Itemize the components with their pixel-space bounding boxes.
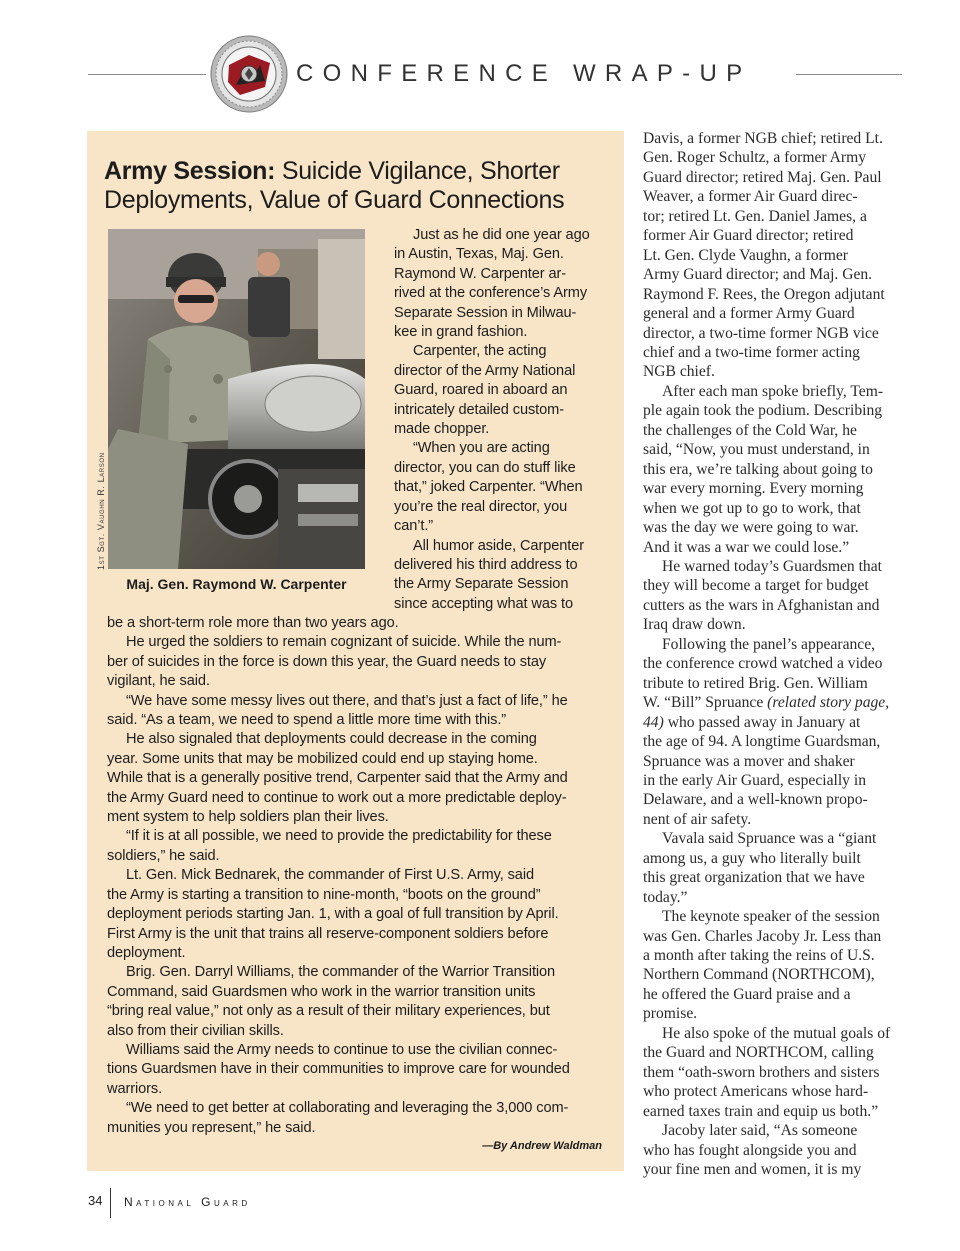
related-story-ref: 44) [643,713,664,731]
text-line: the Guard and NORTHCOM, calling [643,1044,874,1062]
article-text-beside-photo [394,226,616,614]
text-line: Davis, a former NGB chief; retired Lt. [643,130,883,147]
text-line: said. “As a team, we need to spend a little more time with this.” [107,712,507,729]
text-line: the Army Separate Session [394,576,569,593]
text-line: deployment. [107,944,186,961]
text-line: He also signaled that deployments could decrease in the coming [126,731,537,748]
text-line: nent of air safety. [643,810,752,828]
text-line: ment system to help soldiers plan their lives. [107,809,389,826]
text-line: He urged the soldiers to remain cognizant of suicide. While the num- [126,634,562,651]
text-line: the Army Guard need to continue to work out a more predictable deploy- [107,789,567,806]
text-line: the conference crowd watched a video [643,655,883,673]
text-line: the Army is starting a transition to nine-month, “boots on the ground” [107,886,541,903]
text-line: cutters as the wars in Afghanistan and [643,596,880,614]
text-segment: W. “Bill” Spruance [643,694,764,712]
text-line: this era, we’re talking about going to [643,460,873,478]
text-line: who has fought alongside you and [643,1141,857,1159]
header-rule-left [88,74,206,75]
text-line: kee in grand fashion. [394,324,528,341]
text-line: munities you represent,” he said. [107,1119,316,1136]
text-line: While that is a generally positive trend, Carpenter said that the Army and [107,770,568,787]
text-line: the age of 94. A longtime Guardsman, [643,733,881,751]
text-line: be a short-term role more than two years ago. [107,615,399,631]
text-line: tor; retired Lt. Gen. Daniel James, a [643,207,867,225]
text-line: director, a two-time former NGB vice [643,324,879,342]
text-line: rived at the conference’s Army [394,285,588,302]
text-line: deployment periods starting Jan. 1, with a goal of full transition by April. [107,906,559,923]
text-line: also from their civilian skills. [107,1022,284,1039]
text-line: Weaver, a former Air Guard direc- [643,188,858,206]
main-article-column [643,129,905,1179]
text-line: Brig. Gen. Darryl Williams, the commander of the Warrior Transition [126,964,556,981]
text-line: Delaware, and a well-known propo- [643,791,868,809]
text-line: director, you can do stuff like [394,459,576,476]
text-line: tions Guardsmen have in their communities to improve care for wounded [107,1061,570,1078]
text-line: warriors. [107,1080,163,1097]
text-line: “We need to get better at collaborating and leveraging the 3,000 com- [126,1100,569,1117]
text-line: they will become a target for budget [643,577,869,595]
text-line: war every morning. Every morning [643,480,864,498]
article-photo [108,229,365,569]
text-line: Command, said Guardsmen who work in the warrior transition units [107,983,536,1000]
text-line: he offered the Guard praise and a [643,985,851,1003]
publication-name: National Guard [124,1195,251,1209]
text-line: After each man spoke briefly, Tem- [662,382,884,400]
text-line: that,” joked Carpenter. “When [394,479,583,496]
text-line: ple again took the podium. Describing [643,402,883,420]
text-line: was Gen. Charles Jacoby Jr. Less than [643,927,882,945]
text-line: former Air Guard director; retired [643,227,854,245]
text-line: Lt. Gen. Mick Bednarek, the commander of First U.S. Army, said [126,867,534,884]
text-line: soldiers,” he said. [107,847,220,864]
text-line: who protect Americans whose hard- [643,1083,869,1101]
text-line: since accepting what was to [394,595,574,612]
text-line: Spruance was a mover and shaker [643,752,855,770]
text-line: Carpenter, the acting [413,343,547,360]
text-line: NGB chief. [643,363,715,381]
text-line: Raymond W. Carpenter ar- [394,265,566,282]
text-line: “bring real value,” not only as a result of their military experiences, but [107,1003,550,1020]
text-line: “If it is at all possible, we need to provide the predictability for these [126,828,552,845]
photo-credit [96,560,106,570]
text-line: Northern Command (NORTHCOM), [643,966,875,984]
text-line: And it was a war we could lose.” [643,538,850,556]
photo-caption: Maj. Gen. Raymond W. Carpenter [126,576,347,592]
text-line: a month after taking the reins of U.S. [643,947,875,965]
text-line: “We have some messy lives out there, and that’s just a fact of life,” he [126,692,568,709]
text-line: Raymond F. Rees, the Oregon adjutant [643,285,885,303]
text-line: director of the Army National [394,362,576,379]
text-line: Vavala said Spruance was a “giant [662,830,877,848]
text-line: First Army is the unit that trains all reserve-component soldiers before [107,925,549,942]
folio-divider [110,1188,111,1218]
text-line: chief and a two-time former acting [643,343,860,361]
text-line: “When you are acting [413,440,550,457]
text-line: vigilant, he said. [107,673,210,690]
header-rule-right [796,74,902,75]
text-line: Following the panel’s appearance, [662,635,876,653]
association-seal-icon [210,35,288,113]
text-line: All humor aside, Carpenter [413,537,584,554]
headline-rest: Suicide Vigilance, Shorter Deployments, Value of Guard Connections [104,157,565,214]
text-line: you’re the real director, you [394,498,568,515]
text-line: your fine men and women, it is my [643,1161,862,1179]
photo-illustration [108,229,365,569]
text-line: The keynote speaker of the session [662,908,880,926]
text-line: them “oath-sworn brothers and sisters [643,1063,880,1081]
text-line: Guard director; retired Maj. Gen. Paul [643,168,882,186]
text-line: can’t.” [394,518,434,535]
article-headline [104,157,616,215]
text-line: promise. [643,1005,698,1023]
text-line: Just as he did one year ago [413,227,590,243]
text-line-with-italic [643,713,905,732]
text-line: Separate Session in Milwau- [394,304,577,321]
text-line: this great organization that we have [643,869,865,887]
text-line: today.” [643,888,688,906]
text-line: He warned today’s Guardsmen that [662,557,882,575]
text-line: among us, a guy who literally built [643,849,861,867]
text-line: year. Some units that may be mobilized could end up staying home. [107,750,538,767]
text-line: Gen. Roger Schultz, a former Army [643,149,867,167]
headline-lead: Army Session: [104,157,276,185]
text-line: Lt. Gen. Clyde Vaughn, a former [643,246,848,264]
page-number: 34 [88,1193,103,1208]
text-line: in the early Air Guard, especially in [643,771,867,789]
text-line: was the day we were going to war. [643,519,859,537]
text-line: in Austin, Texas, Maj. Gen. [394,246,564,263]
text-line: tribute to retired Brig. Gen. William [643,674,868,692]
text-line: general and a former Army Guard [643,305,855,323]
text-line: made chopper. [394,421,490,438]
text-line: Jacoby later said, “As someone [662,1122,858,1140]
article-text-full-width [107,614,617,1138]
text-line: when we got up to go to work, that [643,499,861,517]
text-line: Guard, roared in aboard an [394,382,568,399]
byline: —By Andrew Waldman [482,1140,602,1152]
text-line: He also spoke of the mutual goals of [662,1024,891,1042]
text-segment: who passed away in January at [663,713,861,731]
text-line-with-italic [643,693,905,712]
text-line: delivered his third address to [394,556,578,573]
text-line: said, “Now, you must understand, in [643,441,870,459]
text-line: intricately detailed custom- [394,401,564,418]
text-line: the challenges of the Cold War, he [643,421,857,439]
related-story-ref: (related story page, [763,694,890,712]
section-title: CONFERENCE WRAP-UP [296,60,752,87]
text-line: earned taxes train and equip us both.” [643,1102,879,1120]
text-line: ber of suicides in the force is down this year, the Guard needs to stay [107,653,547,670]
text-line: Iraq draw down. [643,616,746,634]
text-line: Army Guard director; and Maj. Gen. [643,266,873,284]
text-line: Williams said the Army needs to continue to use the civilian connec- [126,1041,558,1058]
